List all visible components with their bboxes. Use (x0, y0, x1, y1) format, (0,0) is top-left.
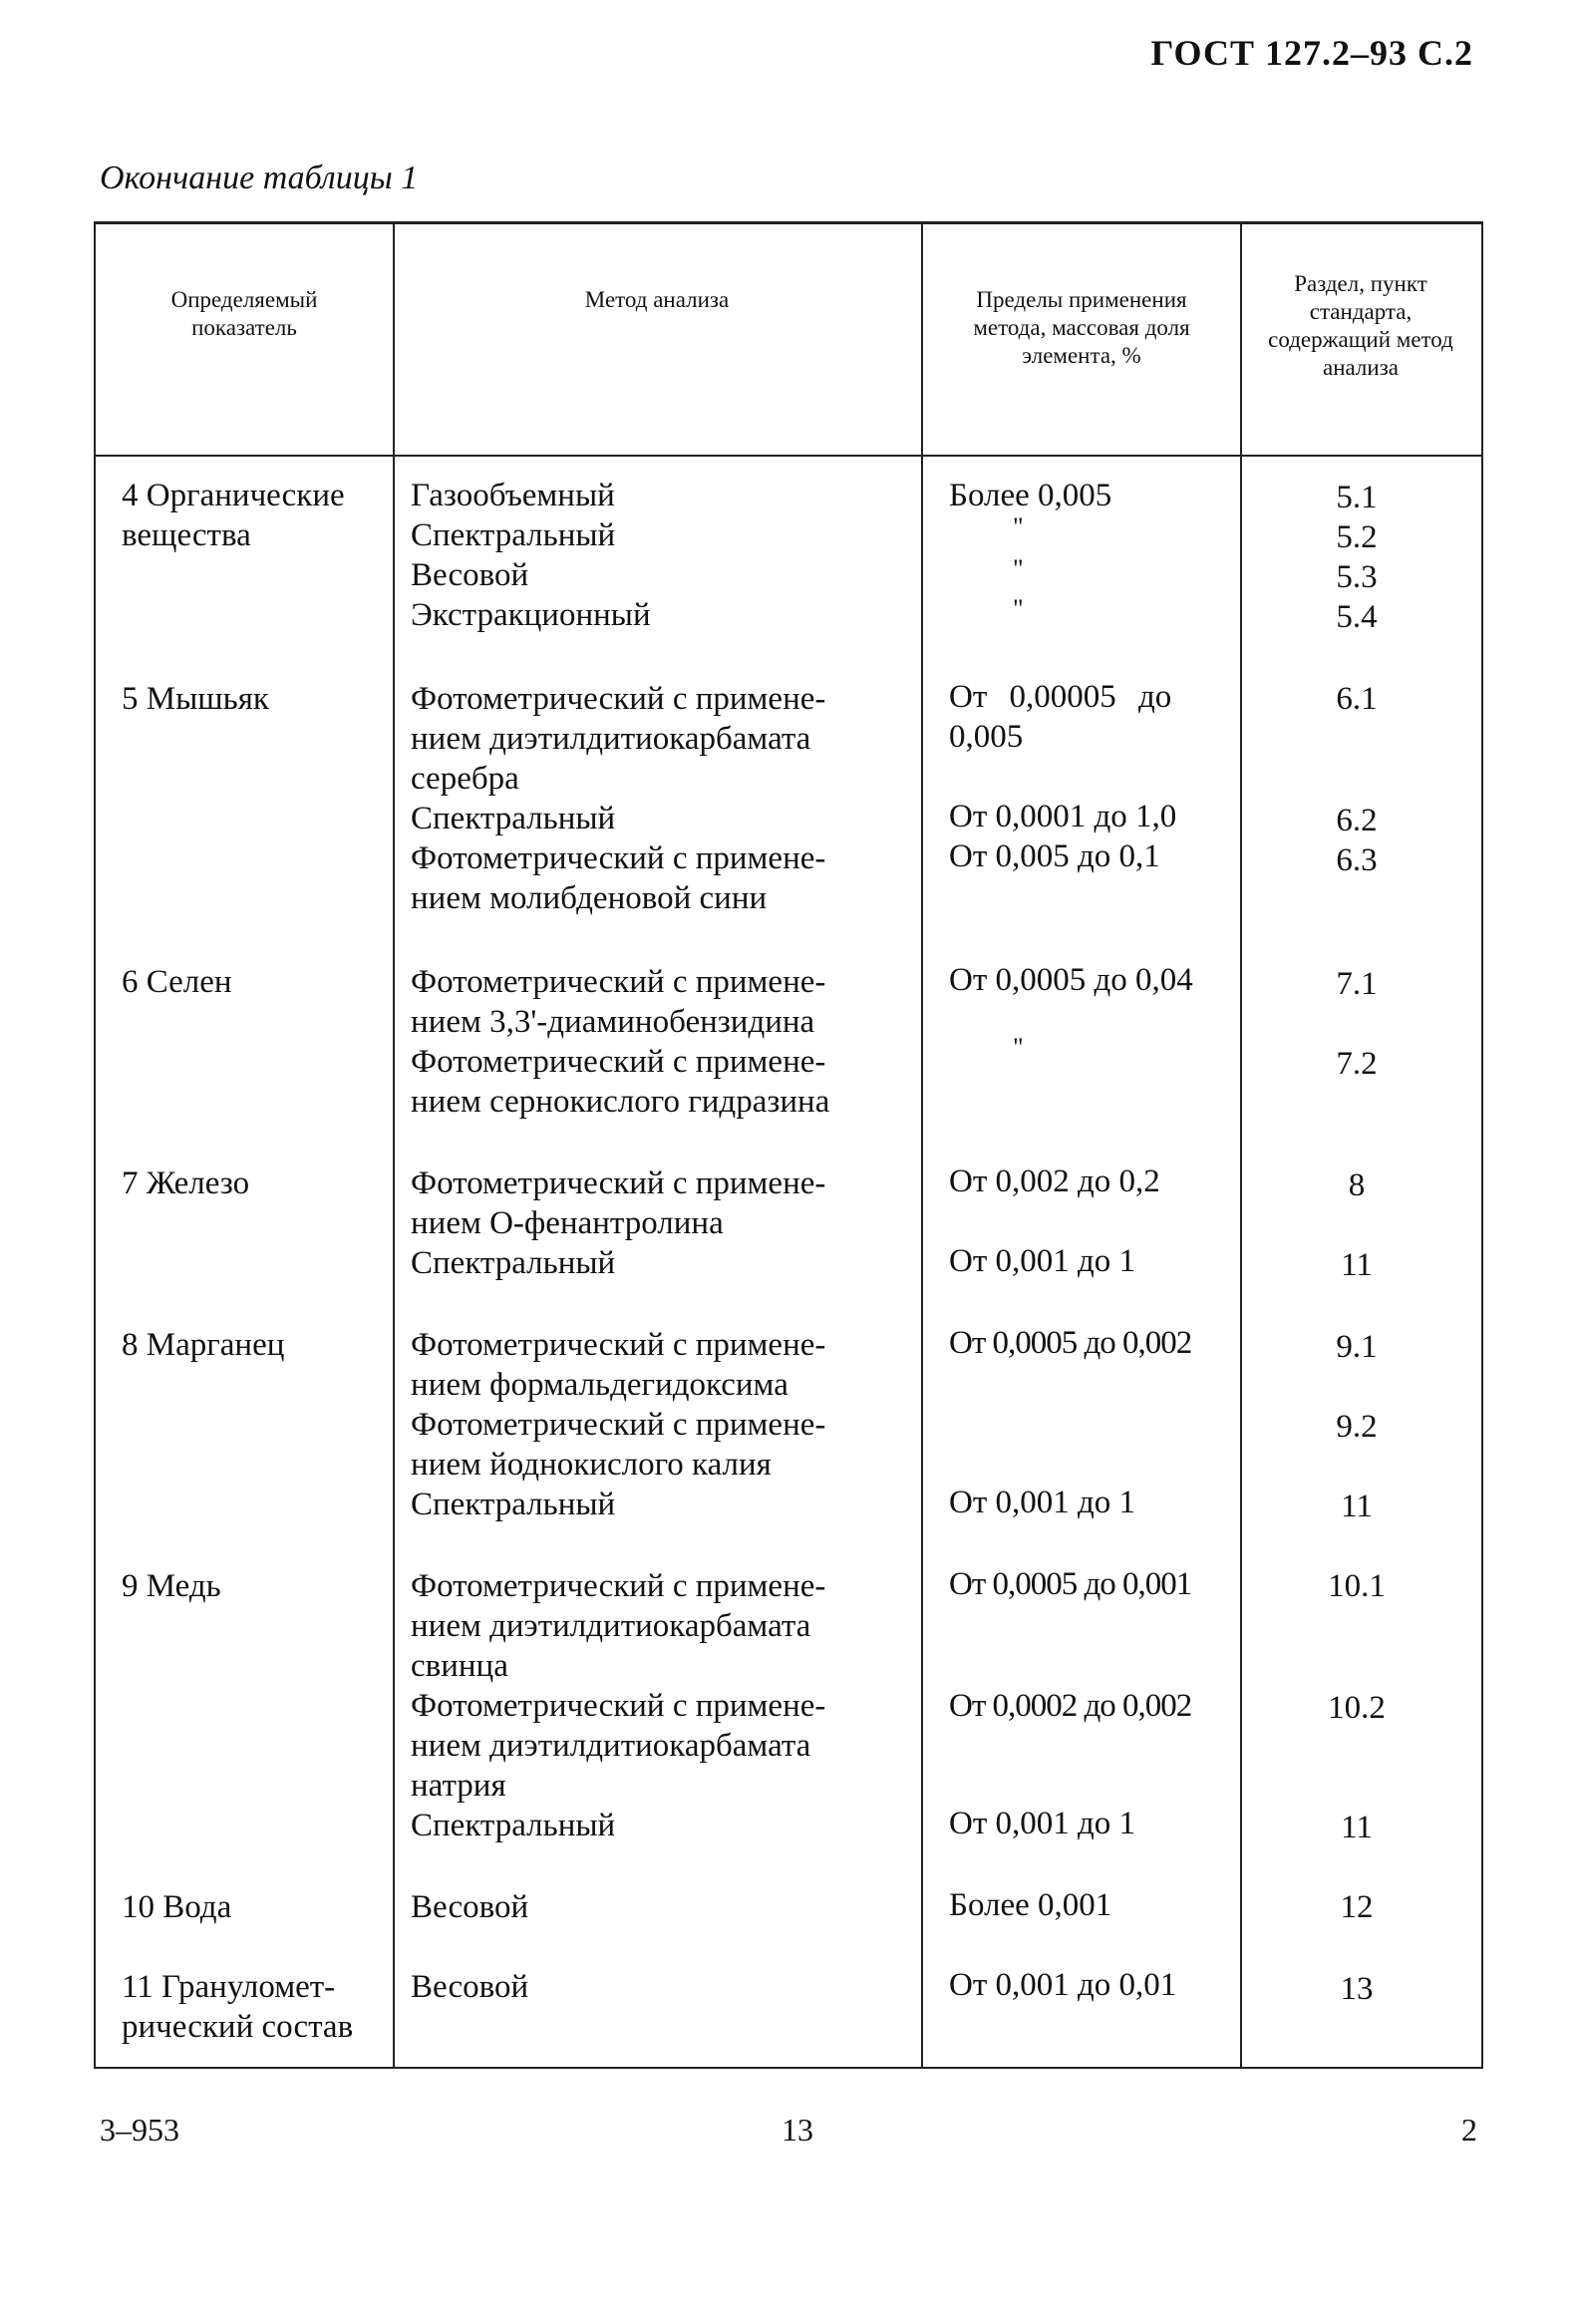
limits-text: От 0,0005 до 0,04 (949, 962, 1193, 998)
section-number: 9.2 (1336, 1409, 1378, 1445)
method-text: нием О-фенантролина (411, 1205, 724, 1241)
indicator-name: вещества (122, 517, 251, 553)
col-divider (921, 224, 923, 2067)
method-text: нием молибденовой сини (411, 880, 768, 916)
indicator-name: 8 Марганец (122, 1327, 285, 1363)
footer-order-number: 3–953 (100, 2112, 179, 2148)
section-number: 7.1 (1336, 966, 1378, 1002)
method-text: Весовой (411, 1969, 529, 2005)
column-header-limits: Пределы применения метода, массовая доля элемента, % (973, 287, 1190, 368)
method-text: Фотометрический с примене- (411, 1165, 826, 1201)
footer-sheet-number: 2 (1461, 2112, 1477, 2148)
indicator-name: 4 Органические (122, 478, 345, 513)
method-text: Фотометрический с примене- (411, 1327, 826, 1363)
limits-text: Более 0,005 (949, 478, 1112, 513)
method-text: Фотометрический с примене- (411, 1688, 826, 1724)
section-number: 6.1 (1336, 681, 1378, 717)
method-text: свинца (411, 1648, 508, 1684)
section-number: 10.1 (1328, 1568, 1386, 1604)
section-number: 11 (1341, 1810, 1373, 1845)
limits-text: От 0,0005 до 0,002 (949, 1325, 1192, 1361)
analysis-methods-table (94, 221, 1483, 2069)
limits-text: От 0,002 до 0,2 (949, 1163, 1160, 1199)
indicator-name: рический состав (122, 2009, 354, 2045)
col-divider (1240, 224, 1242, 2067)
method-text: нием формальдегидоксима (411, 1367, 788, 1403)
section-number: 5.1 (1336, 480, 1378, 515)
indicator-name: 7 Железо (122, 1165, 250, 1201)
section-number: 6.2 (1336, 803, 1378, 838)
limits-text: От 0,001 до 1 (949, 1243, 1136, 1279)
method-text: Весовой (411, 557, 529, 593)
section-number: 11 (1341, 1247, 1373, 1283)
document-code: ГОСТ 127.2–93 С.2 (1150, 33, 1473, 73)
indicator-name: 5 Мышьяк (122, 681, 269, 717)
ditto-mark: " (1013, 554, 1024, 583)
indicator-name: 6 Селен (122, 964, 232, 1000)
method-text: Фотометрический с примене- (411, 964, 826, 1000)
column-header-section: Раздел, пункт стандарта, содержащий метод анализа (1268, 271, 1453, 380)
limits-text: От 0,00005 до (949, 679, 1172, 715)
footer-page-number: 13 (782, 2112, 813, 2148)
ditto-mark: " (1013, 1033, 1024, 1062)
section-number: 9.1 (1336, 1329, 1378, 1365)
method-text: серебра (411, 761, 519, 797)
limits-text: Более 0,001 (949, 1887, 1112, 1923)
indicator-name: 11 Грануломет- (122, 1969, 336, 2005)
method-text: Фотометрический с примене- (411, 840, 826, 876)
method-text: Спектральный (411, 1487, 616, 1522)
method-text: Весовой (411, 1889, 529, 1925)
limits-text: 0,005 (949, 719, 1024, 755)
table-caption: Окончание таблицы 1 (100, 160, 419, 196)
method-text: Спектральный (411, 1245, 616, 1281)
section-number: 12 (1340, 1889, 1374, 1925)
method-text: Спектральный (411, 517, 616, 553)
section-number: 7.2 (1336, 1046, 1378, 1082)
section-number: 13 (1340, 1971, 1374, 2007)
method-text: нием йоднокислого калия (411, 1447, 772, 1483)
header-divider (96, 455, 1481, 457)
limits-text: От 0,0005 до 0,001 (949, 1566, 1192, 1602)
indicator-name: 10 Вода (122, 1889, 232, 1925)
ditto-mark: " (1013, 512, 1024, 541)
method-text: Экстракционный (411, 597, 651, 633)
section-number: 8 (1348, 1167, 1366, 1203)
limits-text: От 0,005 до 0,1 (949, 838, 1160, 874)
method-text: Фотометрический с примене- (411, 1044, 826, 1080)
method-text: натрия (411, 1768, 506, 1804)
method-text: нием 3,3'-диаминобензидина (411, 1004, 815, 1040)
method-text: Фотометрический с примене- (411, 1407, 826, 1443)
section-number: 5.2 (1336, 519, 1378, 555)
section-number: 5.3 (1336, 559, 1378, 595)
limits-text: От 0,001 до 0,01 (949, 1967, 1177, 2003)
method-text: нием диэтилдитиокарбамата (411, 1608, 811, 1644)
section-number: 11 (1341, 1489, 1373, 1524)
ditto-mark: " (1013, 594, 1024, 623)
method-text: нием диэтилдитиокарбамата (411, 1728, 811, 1764)
section-number: 5.4 (1336, 599, 1378, 635)
section-number: 10.2 (1328, 1690, 1386, 1726)
limits-text: От 0,001 до 1 (949, 1806, 1136, 1841)
method-text: Спектральный (411, 1808, 616, 1843)
limits-text: От 0,0002 до 0,002 (949, 1688, 1192, 1724)
method-text: нием диэтилдитиокарбамата (411, 721, 811, 757)
method-text: нием сернокислого гидразина (411, 1084, 830, 1120)
method-text: Спектральный (411, 801, 616, 836)
indicator-name: 9 Медь (122, 1568, 221, 1604)
column-header-method: Метод анализа (584, 287, 730, 312)
method-text: Фотометрический с примене- (411, 1568, 826, 1604)
method-text: Газообъемный (411, 478, 615, 513)
column-header-indicator: Определяемый показатель (170, 287, 318, 340)
limits-text: От 0,0001 до 1,0 (949, 799, 1177, 834)
method-text: Фотометрический с примене- (411, 681, 826, 717)
limits-text: От 0,001 до 1 (949, 1485, 1136, 1520)
section-number: 6.3 (1336, 842, 1378, 878)
col-divider (393, 224, 395, 2067)
